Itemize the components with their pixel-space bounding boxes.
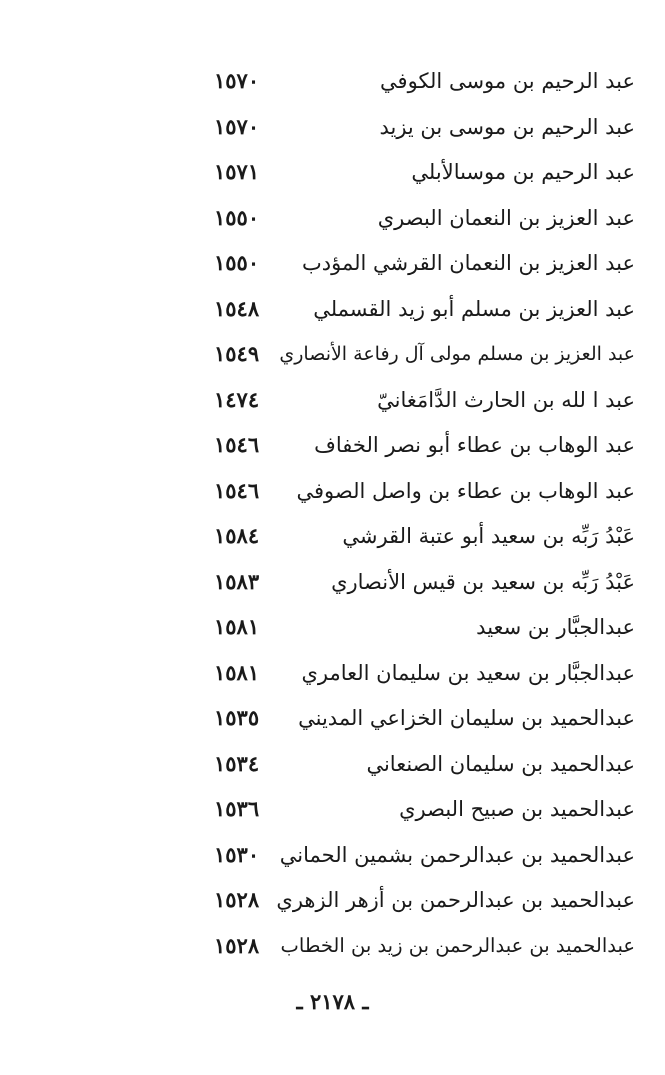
- entry-name: عبد العزيز بن النعمان القرشي المؤدب: [301, 251, 635, 275]
- entry-page-number: ١٥٢٨: [214, 932, 260, 958]
- index-list: [0, 60, 665, 970]
- entry-page-number: ١٥٨٤: [214, 523, 260, 548]
- entry-page-number: ١٥٤٦: [214, 432, 260, 457]
- list-item: [0, 515, 665, 561]
- entry-name: عبدالحميد بن سليمان الخزاعي المديني: [298, 706, 635, 730]
- entry-name: عبد الرحيم بن موسى الكوفي: [380, 69, 635, 93]
- entry-page-number: ١٥٨١: [214, 659, 260, 685]
- entry-page-number: ١٥٧٠: [214, 68, 260, 93]
- entry-name: عبد العزيز بن النعمان البصري: [377, 205, 635, 230]
- entry-name: عبدالحميد بن سليمان الصنعاني: [366, 751, 635, 776]
- entry-page-number: ١٥٨١: [214, 614, 260, 639]
- entry-name: عبد الوهاب بن عطاء بن واصل الصوفي: [296, 478, 635, 503]
- entry-name: عَبْدُ رَبِّه بن سعيد أبو عتبة القرشي: [342, 524, 635, 548]
- list-item: [0, 242, 665, 288]
- list-item: [0, 106, 665, 152]
- entry-name: عبد الرحيم بن موسى بن يزيد: [379, 114, 635, 139]
- page-number: ـ ٢١٧٨ ـ: [296, 989, 369, 1014]
- entry-name: عبدالحميد بن صبيح البصري: [399, 797, 635, 821]
- entry-page-number: ١٤٧٤: [214, 386, 260, 412]
- entry-name: عبدالحميد بن عبدالرحمن بن أزهر الزهري: [276, 888, 635, 912]
- list-item: [0, 925, 665, 971]
- list-item: [0, 470, 665, 516]
- entry-page-number: ١٥٣٠: [214, 841, 260, 867]
- entry-name: عبدالجبَّار بن سعيد بن سليمان العامري: [301, 660, 635, 685]
- list-item: [0, 288, 665, 334]
- entry-name: عبد ا لله بن الحارث الدَّامَغانيّ: [377, 387, 635, 412]
- entry-page-number: ١٥٧٠: [214, 113, 260, 139]
- list-item: [0, 652, 665, 698]
- list-item: [0, 60, 665, 106]
- list-item: [0, 743, 665, 789]
- list-item: [0, 697, 665, 743]
- entry-name: عبدالحميد بن عبدالرحمن بشمين الحماني: [279, 842, 635, 867]
- entry-page-number: ١٥٧١: [214, 159, 260, 184]
- entry-page-number: ١٥٤٨: [214, 295, 260, 321]
- entry-name: عبدالحميد بن عبدالرحمن بن زيد بن الخطاب: [280, 933, 635, 957]
- list-item: [0, 879, 665, 925]
- list-item: [0, 561, 665, 607]
- entry-page-number: ١٥٣٥: [214, 705, 260, 730]
- list-item: [0, 606, 665, 652]
- list-item: [0, 379, 665, 425]
- entry-name: عبدالجبَّار بن سعيد: [476, 615, 635, 639]
- entry-page-number: ١٥٤٩: [214, 341, 260, 366]
- entry-name: عَبْدُ رَبِّه بن سعيد بن قيس الأنصاري: [331, 569, 635, 594]
- entry-name: عبد الرحيم بن موسىالأبلي: [411, 160, 635, 184]
- entry-page-number: ١٥٣٦: [214, 796, 260, 821]
- entry-page-number: ١٥٤٦: [214, 477, 260, 503]
- entry-name: عبد الوهاب بن عطاء أبو نصر الخفاف: [314, 433, 635, 457]
- entry-page-number: ١٥٣٤: [214, 750, 260, 776]
- entry-page-number: ١٥٥٠: [214, 250, 260, 275]
- entry-name: عبد العزيز بن مسلم مولى آل رفاعة الأنصاري: [279, 343, 635, 365]
- list-item: [0, 197, 665, 243]
- entry-page-number: ١٥٨٣: [214, 568, 260, 594]
- list-item: [0, 151, 665, 197]
- entry-page-number: ١٥٥٠: [214, 204, 260, 230]
- list-item: [0, 333, 665, 379]
- list-item: [0, 788, 665, 834]
- list-item: [0, 424, 665, 470]
- entry-page-number: ١٥٢٨: [214, 887, 260, 912]
- list-item: [0, 834, 665, 880]
- entry-name: عبد العزيز بن مسلم أبو زيد القسملي: [313, 296, 635, 321]
